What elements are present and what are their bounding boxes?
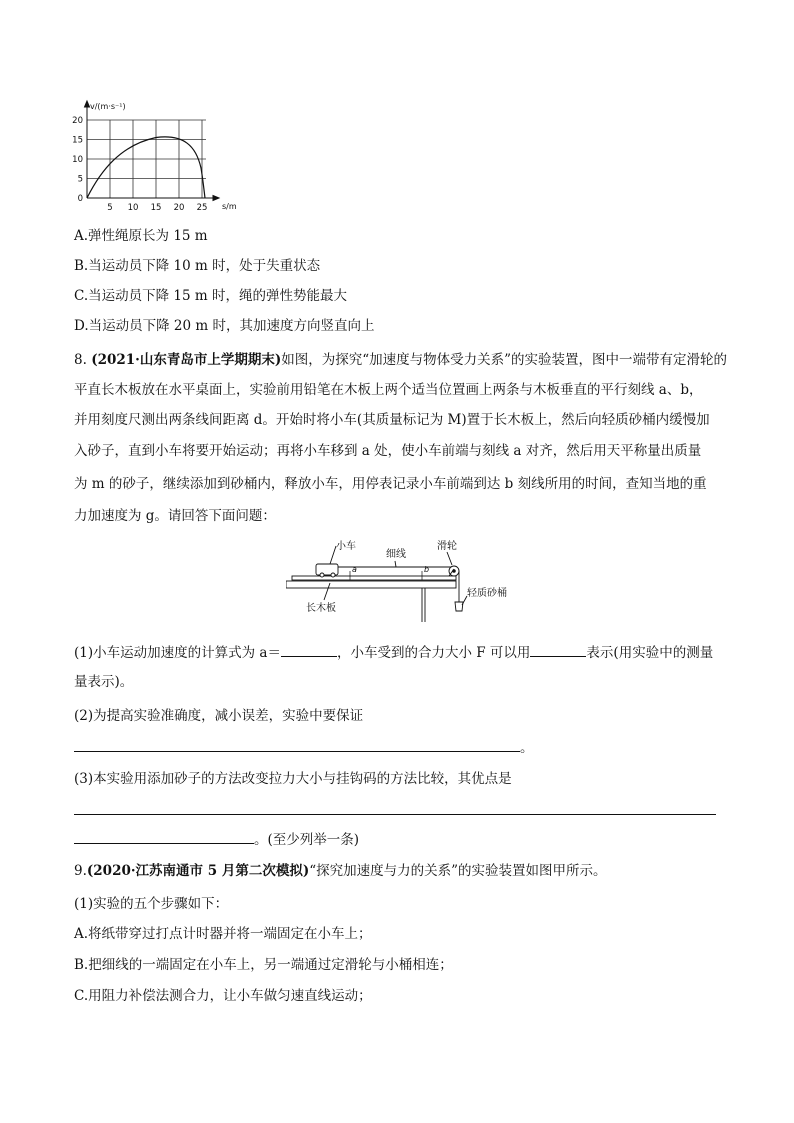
answer-blank-part2[interactable]: [74, 737, 520, 752]
q7-option-b: B.当运动员下降 10 m 时，处于失重状态: [74, 258, 321, 274]
q8-part2-answer: 。: [74, 737, 534, 758]
xtick: 10: [127, 203, 139, 213]
q8-part1-line1: (1)小车运动加速度的计算式为 a＝ ，小车受到的合力大小 F 可以用 表示(用实验中的测量: [74, 642, 713, 663]
q7-option-d: D.当运动员下降 20 m 时，其加速度方向竖直向上: [74, 318, 375, 334]
answer-blank-part3-line1[interactable]: [74, 814, 716, 815]
velocity-distance-graph: [66, 98, 246, 216]
q9-line-2: (1)实验的五个步骤如下：: [74, 896, 229, 912]
velocity-curve: [87, 137, 205, 198]
ytick: 20: [72, 116, 83, 126]
q8-number: 8.: [74, 352, 87, 368]
graph-ylabel: v/(m·s⁻¹): [90, 102, 126, 111]
ytick: 10: [72, 155, 83, 165]
q7-option-a: A.弹性绳原长为 15 m: [74, 228, 208, 244]
q8-part2: (2)为提高实验准确度，减小误差，实验中要保证: [74, 708, 364, 724]
q8-line-1: [74, 350, 727, 370]
label-rope: 细线: [386, 549, 406, 560]
label-a: a: [352, 565, 357, 574]
q9-step-c: C.用阻力补偿法测合力，让小车做匀速直线运动；: [74, 988, 372, 1004]
ytick: 0: [77, 194, 83, 204]
q8-part3: (3)本实验用添加砂子的方法改变拉力大小与挂钩码的方法比较，其优点是: [74, 771, 512, 787]
q9-line-1: 9.(2020·江苏南通市 5 月第二次模拟)“探究加速度与力的关系”的实验装置如图甲所示。: [74, 863, 607, 879]
ytick: 15: [72, 135, 83, 146]
q7-option-c: C.当运动员下降 15 m 时，绳的弹性势能最大: [74, 288, 347, 304]
q9-step-a: A.将纸带穿过打点计时器并将一端固定在小车上；: [74, 926, 372, 942]
label-bucket: 轻质砂桶: [467, 588, 507, 599]
q8-line-6: 力加速度为 g。请回答下面问题：: [74, 508, 276, 524]
xtick: 20: [173, 203, 185, 213]
label-board: 长木板: [306, 603, 336, 614]
xtick: 5: [107, 203, 113, 213]
q8-part1-line2: 量表示)。: [74, 674, 134, 690]
table-top: [286, 581, 456, 588]
apparatus-figure: [286, 538, 526, 630]
label-b: b: [424, 565, 430, 574]
q8-line-2: 平直长木板放在水平桌面上，实验前用铅笔在木板上两个适当位置画上两条与木板垂直的平行刻线 a、b，: [74, 382, 703, 398]
graph-xlabel: s/m: [222, 202, 237, 211]
long-board: [292, 576, 456, 580]
answer-blank-a[interactable]: [281, 642, 337, 657]
q9-number: 9.: [74, 863, 87, 879]
q8-line-3: 并用刻度尺测出两条线间距离 d。开始时将小车(其质量标记为 M)置于长木板上，然后向轻质砂桶内缓慢加: [74, 412, 710, 428]
q8-text: 如图，为探究“加速度与物体受力关系”的实验装置，图中一端带有定滑轮的: [281, 352, 728, 368]
q8-line-4: 入砂子，直到小车将要开始运动；再将小车移到 a 处，使小车前端与刻线 a 对齐，然后用天平称量出质量: [74, 443, 702, 459]
q9-step-b: B.把细线的一端固定在小车上，另一端通过定滑轮与小桶相连；: [74, 957, 453, 973]
xtick: 25: [196, 203, 208, 213]
label-car: 小车: [336, 541, 356, 552]
label-pulley: 滑轮: [437, 541, 457, 552]
q8-source: (2021·山东青岛市上学期期末): [91, 352, 282, 368]
ytick: 5: [77, 174, 83, 185]
xtick: 15: [150, 203, 162, 213]
answer-blank-part3-line2[interactable]: [74, 829, 254, 844]
q9-source: (2020·江苏南通市 5 月第二次模拟): [86, 863, 310, 879]
q8-part3-answer: 。(至少列举一条): [74, 829, 359, 850]
answer-blank-f[interactable]: [530, 642, 586, 657]
q8-line-5: 为 m 的砂子，继续添加到砂桶内，释放小车，用停表记录小车前端到达 b 刻线所用的时间，查知当地的重: [74, 476, 707, 492]
bucket: [455, 602, 463, 611]
